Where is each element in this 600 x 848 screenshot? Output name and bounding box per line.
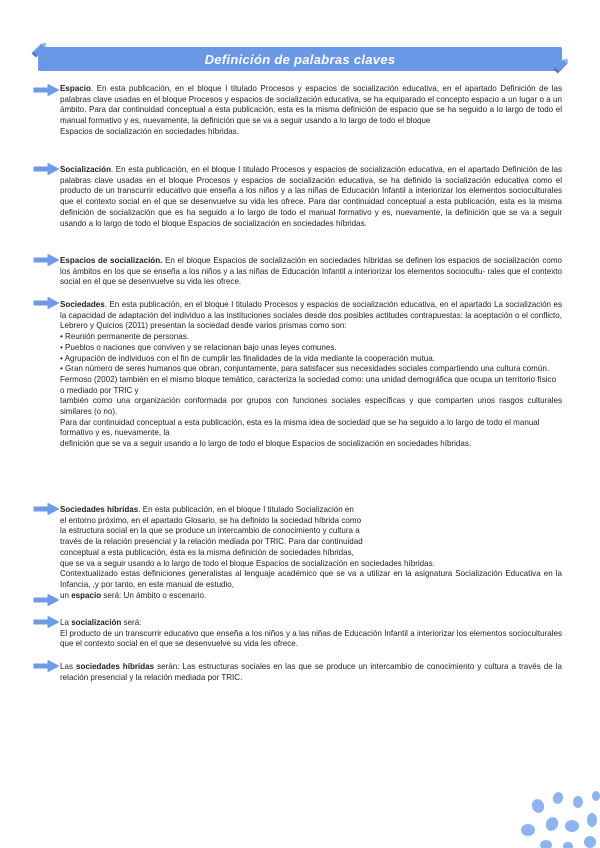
bullet-item: • Agrupación de individuos con el fin de cumplir las finalidades de la vida mediante la cooperación mutua. <box>60 353 435 363</box>
definition-sociedades-hibridas <box>60 505 562 601</box>
term-label: espacio <box>71 590 102 600</box>
definition-line: conceptual a esta publicación, ésta es la misma definición de sociedades híbridas, <box>60 547 354 557</box>
pencil-icon <box>552 55 572 75</box>
paragraph: también como una organización conformada por grupos con funciones sociales específicas y que comparten unos rasgos culturales similares (o no). <box>60 396 562 417</box>
definition-text: . En esta publicación, en el bloque I titulado Socialización en <box>138 505 354 514</box>
definition-text: El producto de un transcurrir educativo que enseña a los niños y a las niñas de Educación Infantil a interiorizar los elementos socioculturales que el contexto social en el que se desenvuelve su vida les ofrece. <box>60 628 562 649</box>
arrow-right-icon <box>33 297 59 309</box>
decorative-dots-icon <box>510 788 600 848</box>
term-label: socialización <box>71 618 122 627</box>
bullet-item: • Gran número de seres humanos que obran, conjuntamente, para satisfacer sus necesidades sociales compartiendo una cultura común. <box>60 364 550 374</box>
paragraph: Para dar continuidad conceptual a esta publicación, esta es la misma idea de sociedad que se ha seguido a lo largo de todo el manual formativo y es, nuevamente, la <box>60 417 540 438</box>
term-label: Sociedades híbridas <box>60 505 139 514</box>
arrow-right-icon <box>33 84 59 96</box>
arrow-right-icon <box>33 616 59 628</box>
text-fragment: será: <box>121 618 142 627</box>
term-label: sociedades híbridas <box>75 662 155 671</box>
pencil-icon <box>30 39 50 59</box>
paragraph: Contextualizado estas definiciones generalistas al lenguaje académico que se va a utilizar en la asignatura Socialización Educativa en la Infancia, ,y por tanto, en este manual de estudio, <box>60 569 562 589</box>
definition-text: . En esta publicación, en el bloque I titulado Procesos y espacios de socialización educativa, en el apartado Definición de las palabras clave usadas en el bloque Procesos y espacios de socialización educativa, se ha equiparado el concepto espacio a un lugar o a un ámbito. Para dar continuidad conceptual a esta publicación, esta es la misma definición de espacio que se ha seguido a lo largo de todo el manual formativo y es, nuevamente, la definición que se va a seguir usando a lo largo de todo el bloque <box>60 84 562 126</box>
paragraph: Fermoso (2002) también en el mismo bloque temático, caracteriza la sociedad como: una unidad demográfica que ocupa un territorio físico o mediado por TRIC y <box>60 374 557 395</box>
definition-sociedades <box>60 300 562 450</box>
definition-text: . En esta publicación, en el bloque I titulado Procesos y espacios de socialización educativa, en el apartado La socialización es la capacidad de adaptación del individuo a las instituciones sociales desde dos posibles actitudes contrapuestas: la aceptación o el conflicto, Lebrero y Quicios (2011) presentan la sociedad desde varios prismas como son: <box>60 300 562 331</box>
definition-la-socializacion <box>60 618 562 650</box>
text-fragment: será: Un ámbito o escenario. <box>101 590 207 600</box>
definition-text: Espacios de socialización en sociedades híbridas. <box>60 126 239 136</box>
definition-las-sociedades-hibridas <box>60 662 562 683</box>
paragraph <box>60 591 562 602</box>
arrow-right-icon <box>33 254 59 266</box>
definition-line: la estructura social en la que se produce un intercambio de conocimiento y cultura a <box>60 526 360 536</box>
text-fragment: Las <box>60 662 76 671</box>
term-label: Sociedades <box>60 300 105 309</box>
definition-text: serán: Las estructuras sociales en las que se produce un intercambio de conocimiento y cultura a través de la relación presencial y la relación mediada por TRIC. <box>60 662 562 682</box>
term-label: Espacios de socialización. <box>60 256 163 265</box>
definition-socializacion <box>60 165 562 229</box>
arrow-right-icon <box>33 163 59 175</box>
bullet-item: • Reunión permanente de personas. <box>60 332 189 342</box>
arrow-right-icon <box>33 503 59 515</box>
term-label: Espacio <box>60 84 91 93</box>
definition-text: En el bloque Espacios de socialización en sociedades híbridas se definen los espacios de socialización como los ámbitos en los que se enseña a los niños y a las niñas de Educación Infantil a interiorizar los elementos sociocultu- rales que el contexto social en el que se desenvuelve su vida les ofrece. <box>60 256 562 287</box>
definition-text: . En esta publicación, en el bloque I titulado Procesos y espacios de socialización educativa, en el apartado Definición de las palabras clave usadas en el bloque Procesos y espacios de socialización educativa, se ha definido la socialización educativa como el producto de un transcurrir educativo que enseña a los niños y a las niñas de Educación Infantil a interiorizar los elementos socioculturales que el contexto social en el que se desenvuelve su vida les ofrece. Para dar continuidad conceptual a esta publicación, esta es la misma definición de socialización que es ha seguido a lo largo de todo el manual formativo y es, nuevamente, la definición que se va a seguir usando a lo largo de todo el bloque Espacios de socialización en sociedades híbridas. <box>60 165 562 228</box>
arrow-right-icon <box>33 660 59 672</box>
text-fragment: un <box>60 590 72 600</box>
paragraph: definición que se va a seguir usando a lo largo de todo el bloque Espacios de socialización en sociedades híbridas. <box>60 439 472 449</box>
definition-espacios-socializacion <box>60 256 562 288</box>
term-label: Socialización <box>60 165 111 174</box>
definition-line: través de la relación presencial y la relación mediada por TRIC. Para dar continuidad <box>60 537 363 547</box>
text-fragment: La <box>60 618 72 627</box>
definition-espacio <box>60 84 562 138</box>
title-banner <box>38 47 562 71</box>
definition-line: el entorno próximo, en el apartado Glosario, se ha definido la sociedad híbrida como <box>60 515 362 525</box>
bullet-item: • Pueblos o naciones que conviven y se relacionan bajo unas leyes comunes. <box>60 342 337 352</box>
definition-line: que se va a seguir usando a lo largo de todo el bloque Espacios de socialización en sociedades híbridas. <box>60 558 435 568</box>
arrow-right-icon <box>33 594 59 606</box>
page-title: Definición de palabras claves <box>38 47 562 71</box>
